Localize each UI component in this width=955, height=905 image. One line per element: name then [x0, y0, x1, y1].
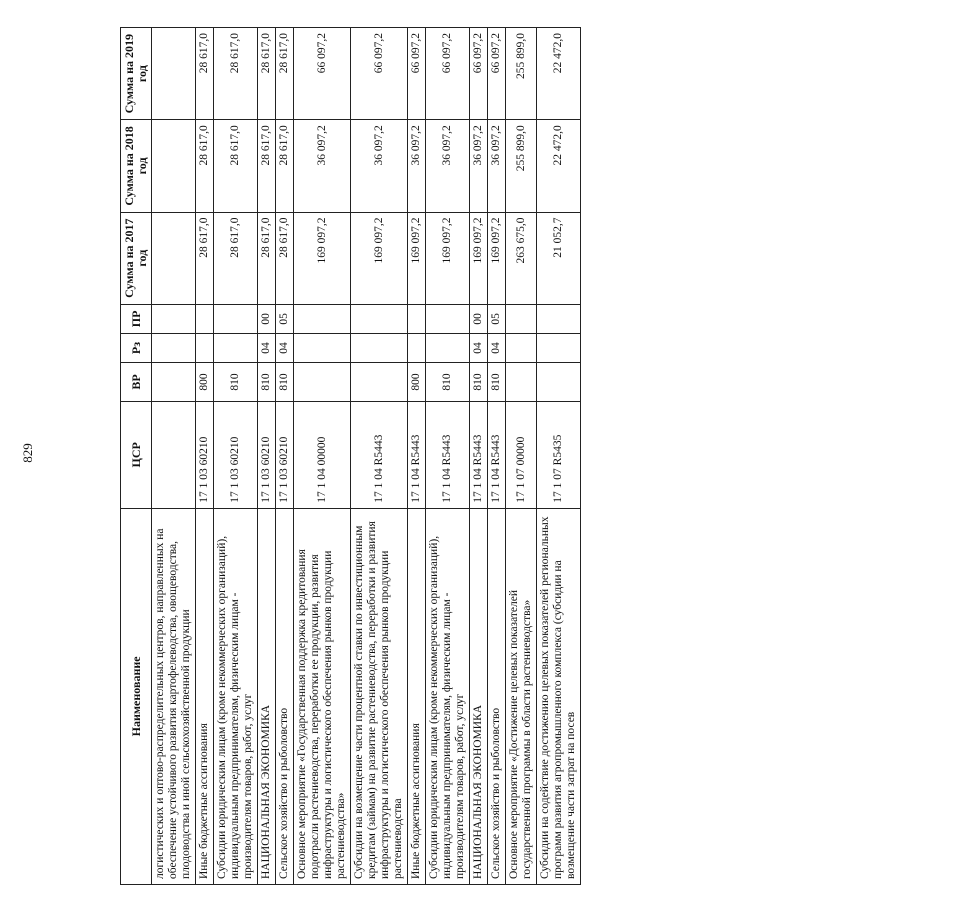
row-sum-2017-cell: 169 097,2 [351, 212, 408, 304]
row-csr-cell: 17 1 04 R5443 [408, 401, 426, 508]
page-number-wrap [8, 0, 48, 905]
table-row [408, 28, 426, 885]
row-pr-cell: 00 [470, 304, 488, 333]
row-sum-2019-cell: 66 097,2 [408, 28, 426, 120]
row-sum-2018-cell: 28 617,0 [276, 120, 294, 212]
row-sum-2018-cell: 28 617,0 [214, 120, 258, 212]
row-name-cell: Сельское хозяйство и рыболовство [488, 508, 506, 884]
header-name: Наименование [121, 508, 152, 884]
page-number: 829 [20, 442, 35, 463]
row-sum-2019-cell: 28 617,0 [258, 28, 276, 120]
row-pr-cell [408, 304, 426, 333]
row-sum-2017-cell: 169 097,2 [408, 212, 426, 304]
row-sum-2019-cell: 66 097,2 [294, 28, 351, 120]
table-row [214, 28, 258, 885]
row-name-cell: НАЦИОНАЛЬНАЯ ЭКОНОМИКА [470, 508, 488, 884]
row-pr-cell [152, 304, 196, 333]
row-name-cell: Субсидии на содействие достижению целевых показателей региональных программ развития агропромышленного комплекса (субсидии на возмещение части затрат на посев [537, 508, 581, 884]
row-pr-cell: 00 [258, 304, 276, 333]
row-csr-cell: 17 1 07 R5435 [537, 401, 581, 508]
row-sum-2019-cell: 28 617,0 [214, 28, 258, 120]
row-sum-2018-cell: 36 097,2 [294, 120, 351, 212]
row-csr-cell: 17 1 04 R5443 [351, 401, 408, 508]
row-pr-cell [214, 304, 258, 333]
table-row [152, 28, 196, 885]
row-name-cell: Основное мероприятие «Достижение целевых показателей государственной программы в области растениеводства» [506, 508, 537, 884]
header-vr: ВР [121, 363, 152, 402]
row-rz-cell [537, 333, 581, 362]
row-pr-cell [506, 304, 537, 333]
row-pr-cell [294, 304, 351, 333]
row-sum-2017-cell: 169 097,2 [294, 212, 351, 304]
row-name-cell: Сельское хозяйство и рыболовство [276, 508, 294, 884]
row-sum-2018-cell: 255 899,0 [506, 120, 537, 212]
row-sum-2017-cell: 169 097,2 [426, 212, 470, 304]
row-sum-2019-cell: 66 097,2 [470, 28, 488, 120]
row-pr-cell [426, 304, 470, 333]
row-rz-cell [426, 333, 470, 362]
row-csr-cell: 17 1 03 60210 [214, 401, 258, 508]
budget-table [120, 27, 581, 885]
header-pr: ПР [121, 304, 152, 333]
row-name-cell: Иные бюджетные ассигнования [408, 508, 426, 884]
table-row [351, 28, 408, 885]
row-rz-cell: 04 [258, 333, 276, 362]
table-row [276, 28, 294, 885]
row-name-cell: Основное мероприятие «Государственная поддержка кредитования подотрасли растениеводства, переработки ее продукции, развития инфраструктуры и логистического обеспечения рынков продукции растениеводства» [294, 508, 351, 884]
row-rz-cell [506, 333, 537, 362]
header-csr: ЦСР [121, 401, 152, 508]
row-pr-cell [196, 304, 214, 333]
row-rz-cell [152, 333, 196, 362]
row-sum-2018-cell: 36 097,2 [408, 120, 426, 212]
row-vr-cell [152, 363, 196, 402]
row-sum-2019-cell: 66 097,2 [351, 28, 408, 120]
rotated-page [50, 0, 955, 879]
row-vr-cell [506, 363, 537, 402]
row-vr-cell: 810 [488, 363, 506, 402]
row-sum-2019-cell: 28 617,0 [276, 28, 294, 120]
row-sum-2017-cell: 21 052,7 [537, 212, 581, 304]
row-csr-cell [152, 401, 196, 508]
row-rz-cell: 04 [488, 333, 506, 362]
row-vr-cell: 810 [258, 363, 276, 402]
row-vr-cell [537, 363, 581, 402]
row-csr-cell: 17 1 03 60210 [196, 401, 214, 508]
row-sum-2018-cell: 36 097,2 [488, 120, 506, 212]
row-csr-cell: 17 1 04 00000 [294, 401, 351, 508]
row-rz-cell [214, 333, 258, 362]
row-sum-2019-cell: 28 617,0 [196, 28, 214, 120]
table-header-row [121, 28, 152, 885]
row-sum-2017-cell: 28 617,0 [214, 212, 258, 304]
row-sum-2018-cell: 28 617,0 [196, 120, 214, 212]
table-row [258, 28, 276, 885]
row-sum-2017-cell: 263 675,0 [506, 212, 537, 304]
row-sum-2018-cell: 22 472,0 [537, 120, 581, 212]
row-sum-2017-cell [152, 212, 196, 304]
row-csr-cell: 17 1 07 00000 [506, 401, 537, 508]
row-sum-2018-cell [152, 120, 196, 212]
row-pr-cell: 05 [276, 304, 294, 333]
row-vr-cell: 810 [214, 363, 258, 402]
row-rz-cell [351, 333, 408, 362]
row-csr-cell: 17 1 04 R5443 [426, 401, 470, 508]
row-rz-cell: 04 [276, 333, 294, 362]
row-sum-2019-cell [152, 28, 196, 120]
row-vr-cell: 810 [470, 363, 488, 402]
row-name-cell: Субсидии на возмещение части процентной ставки по инвестиционным кредитам (займам) на развитие растениеводства, переработки и развития инфраструктуры и логистического обеспечения рынков продукции растениеводства [351, 508, 408, 884]
row-csr-cell: 17 1 03 60210 [258, 401, 276, 508]
row-vr-cell: 810 [426, 363, 470, 402]
row-sum-2018-cell: 36 097,2 [426, 120, 470, 212]
row-csr-cell: 17 1 04 R5443 [488, 401, 506, 508]
table-row [506, 28, 537, 885]
row-vr-cell [294, 363, 351, 402]
rotated-content [50, 0, 640, 905]
header-rz: Рз [121, 333, 152, 362]
header-sum-2019: Сумма на 2019 год [121, 28, 152, 120]
row-rz-cell [294, 333, 351, 362]
row-rz-cell: 04 [470, 333, 488, 362]
row-pr-cell [537, 304, 581, 333]
row-sum-2017-cell: 169 097,2 [470, 212, 488, 304]
table-row [294, 28, 351, 885]
row-name-cell: НАЦИОНАЛЬНАЯ ЭКОНОМИКА [258, 508, 276, 884]
row-rz-cell [196, 333, 214, 362]
row-vr-cell: 810 [276, 363, 294, 402]
row-sum-2019-cell: 22 472,0 [537, 28, 581, 120]
table-row [470, 28, 488, 885]
row-sum-2017-cell: 28 617,0 [258, 212, 276, 304]
row-vr-cell: 800 [196, 363, 214, 402]
row-sum-2018-cell: 28 617,0 [258, 120, 276, 212]
header-sum-2018: Сумма на 2018 год [121, 120, 152, 212]
row-csr-cell: 17 1 04 R5443 [470, 401, 488, 508]
table-row [426, 28, 470, 885]
row-sum-2018-cell: 36 097,2 [351, 120, 408, 212]
table-row [537, 28, 581, 885]
row-sum-2017-cell: 28 617,0 [276, 212, 294, 304]
row-pr-cell [351, 304, 408, 333]
row-sum-2019-cell: 66 097,2 [426, 28, 470, 120]
row-sum-2019-cell: 255 899,0 [506, 28, 537, 120]
row-name-cell: Субсидии юридическим лицам (кроме некоммерческих организаций), индивидуальным предпринимателям, физическим лицам - производителям товаров, работ, услуг [426, 508, 470, 884]
row-sum-2017-cell: 169 097,2 [488, 212, 506, 304]
row-pr-cell: 05 [488, 304, 506, 333]
row-sum-2019-cell: 66 097,2 [488, 28, 506, 120]
row-name-cell: Субсидии юридическим лицам (кроме некоммерческих организаций), индивидуальным предпринимателям, физическим лицам - производителям товаров, работ, услуг [214, 508, 258, 884]
row-vr-cell [351, 363, 408, 402]
row-sum-2017-cell: 28 617,0 [196, 212, 214, 304]
header-sum-2017: Сумма на 2017 год [121, 212, 152, 304]
table-body [152, 28, 581, 885]
row-name-cell: Иные бюджетные ассигнования [196, 508, 214, 884]
row-name-cell: логистических и оптово-распределительных центров, направленных на обеспечение устойчивого развития картофелеводства, овощеводства, плодоводства и иной сельскохозяйственной продукции [152, 508, 196, 884]
row-sum-2018-cell: 36 097,2 [470, 120, 488, 212]
table-row [196, 28, 214, 885]
row-vr-cell: 800 [408, 363, 426, 402]
row-csr-cell: 17 1 03 60210 [276, 401, 294, 508]
row-rz-cell [408, 333, 426, 362]
table-row [488, 28, 506, 885]
